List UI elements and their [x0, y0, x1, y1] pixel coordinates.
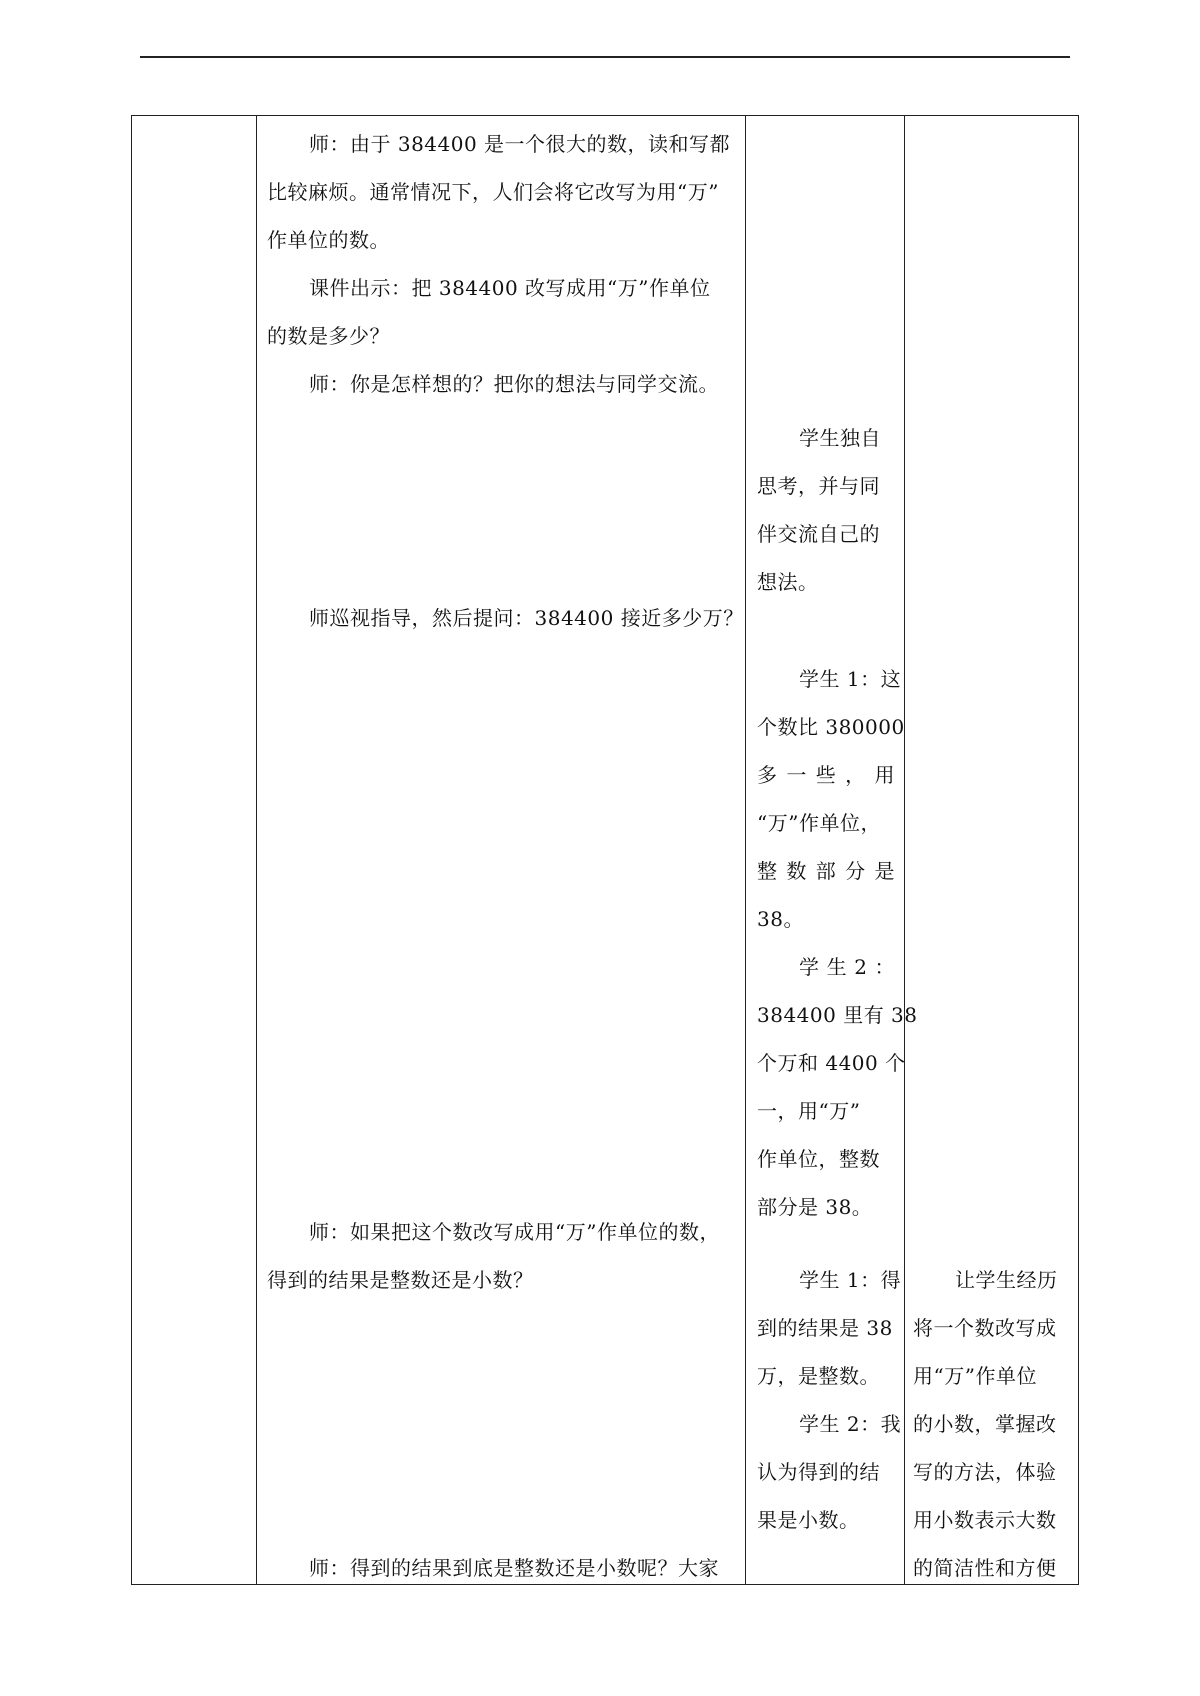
teacher-text-line: 课件出示：把 384400 改写成用“万”作单位 [309, 276, 711, 300]
student-text-line: 果是小数。 [757, 1508, 860, 1532]
student-text-line: 思考，并与同 [757, 474, 880, 498]
column-divider-2 [745, 116, 746, 1584]
student-text-line: 伴交流自己的 [757, 522, 880, 546]
intent-text-line: 用小数表示大数 [913, 1508, 1057, 1532]
teacher-text-line: 师巡视指导，然后提问：384400 接近多少万？ [309, 606, 744, 630]
intent-text-line: 将一个数改写成 [913, 1316, 1057, 1340]
column-divider-1 [256, 116, 257, 1584]
student-text-line: 到的结果是 38 [757, 1316, 893, 1340]
intent-text-line: 写的方法，体验 [913, 1460, 1057, 1484]
student-text-line: 学生独自 [799, 426, 881, 450]
teacher-text-line: 作单位的数。 [267, 228, 390, 252]
student-text-line: 学生 1：得 [799, 1268, 902, 1292]
teacher-text-line: 师：你是怎样想的？把你的想法与同学交流。 [309, 372, 719, 396]
student-text-line: 38。 [757, 907, 804, 931]
student-text-line: 万，是整数。 [757, 1364, 880, 1388]
student-text-line: 个数比 380000 [757, 715, 905, 739]
student-text-line: 整 数 部 分 是 [757, 859, 895, 883]
student-text-line: 学 生 2 ： [799, 955, 895, 979]
student-text-line: 想法。 [757, 570, 819, 594]
intent-text-line: 用“万”作单位 [913, 1364, 1037, 1388]
intent-text-line: 让学生经历 [955, 1268, 1058, 1292]
student-text-line: 一，用“万” [757, 1099, 861, 1123]
student-text-line: 个万和 4400 个 [757, 1051, 906, 1075]
teacher-text-line: 师：得到的结果到底是整数还是小数呢？大家 [309, 1556, 719, 1580]
intent-text-line: 的简洁性和方便 [913, 1556, 1057, 1580]
student-text-line: 认为得到的结 [757, 1460, 880, 1484]
student-text-line: 学生 1：这 [799, 667, 902, 691]
student-text-line: 部分是 38。 [757, 1195, 873, 1219]
teacher-text-line: 师：如果把这个数改写成用“万”作单位的数， [309, 1220, 720, 1244]
student-text-line: 多 一 些 ， 用 [757, 763, 895, 787]
student-text-line: 384400 里有 38 [757, 1003, 918, 1027]
teacher-text-line: 师：由于 384400 是一个很大的数，读和写都 [309, 132, 731, 156]
column-divider-3 [904, 116, 905, 1584]
teacher-text-line: 的数是多少？ [267, 324, 390, 348]
teacher-text-line: 比较麻烦。通常情况下，人们会将它改写为用“万” [267, 180, 719, 204]
student-text-line: 学生 2：我 [799, 1412, 902, 1436]
student-text-line: “万”作单位， [757, 811, 881, 835]
intent-text-line: 的小数，掌握改 [913, 1412, 1057, 1436]
teacher-text-line: 得到的结果是整数还是小数？ [267, 1268, 534, 1292]
header-rule [140, 56, 1070, 58]
student-text-line: 作单位，整数 [757, 1147, 880, 1171]
